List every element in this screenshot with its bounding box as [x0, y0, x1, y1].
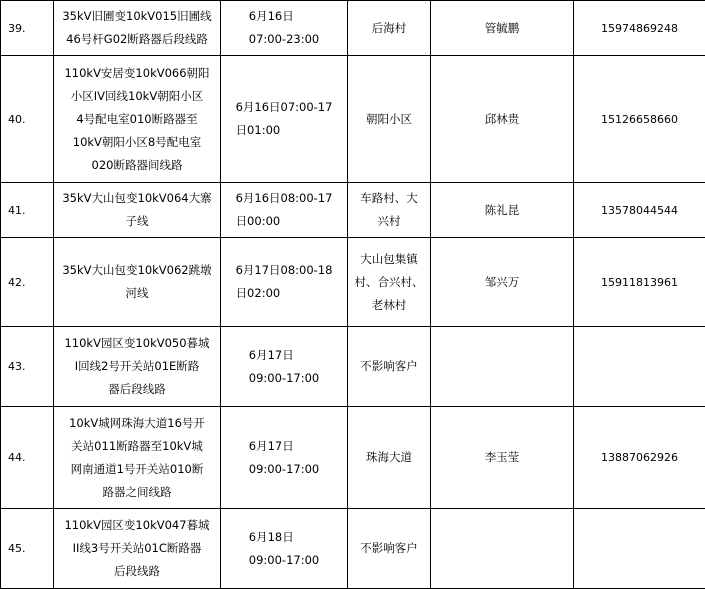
affected-area: 不影响客户 — [348, 327, 431, 407]
row-number: 40. — [1, 56, 54, 183]
contact-person: 李玉莹 — [431, 407, 574, 509]
line-section: 35kV大山包变10kV064大寨 子线 — [54, 183, 221, 238]
affected-area: 珠海大道 — [348, 407, 431, 509]
row-number: 42. — [1, 238, 54, 327]
contact-phone: 15974869248 — [574, 1, 705, 56]
affected-area: 不影响客户 — [348, 509, 431, 589]
contact-person: 管毓鹏 — [431, 1, 574, 56]
line-section: 110kV园区变10kV050暮城 I回线2号开关站01E断路 器后段线路 — [54, 327, 221, 407]
contact-phone: 15911813961 — [574, 238, 705, 327]
line-section: 35kV大山包变10kV062跳墩 河线 — [54, 238, 221, 327]
row-number: 41. — [1, 183, 54, 238]
contact-person: 邱林贵 — [431, 56, 574, 183]
contact-person: 陈礼昆 — [431, 183, 574, 238]
contact-person — [431, 509, 574, 589]
outage-time: 6月17日 09:00-17:00 — [221, 407, 348, 509]
row-number: 45. — [1, 509, 54, 589]
line-section: 10kV城网珠海大道16号开 关站011断路器至10kV城 网南通道1号开关站010断 路器之间线路 — [54, 407, 221, 509]
affected-area: 后海村 — [348, 1, 431, 56]
contact-phone: 13887062926 — [574, 407, 705, 509]
affected-area: 朝阳小区 — [348, 56, 431, 183]
outage-time: 6月18日 09:00-17:00 — [221, 509, 348, 589]
table-row — [1, 407, 705, 509]
table-row — [1, 509, 705, 589]
line-section: 110kV安居变10kV066朝阳 小区IV回线10kV朝阳小区 4号配电室010断路器至 10kV朝阳小区8号配电室 020断路器间线路 — [54, 56, 221, 183]
affected-area: 车路村、大 兴村 — [348, 183, 431, 238]
outage-time: 6月17日08:00-18 日02:00 — [221, 238, 348, 327]
outage-time: 6月16日07:00-17 日01:00 — [221, 56, 348, 183]
line-section: 110kV园区变10kV047暮城 II线3号开关站01C断路器 后段线路 — [54, 509, 221, 589]
contact-person — [431, 327, 574, 407]
contact-phone — [574, 509, 705, 589]
row-number: 44. — [1, 407, 54, 509]
table-row — [1, 56, 705, 183]
table-row — [1, 327, 705, 407]
row-number: 43. — [1, 327, 54, 407]
contact-phone: 13578044544 — [574, 183, 705, 238]
table-row — [1, 183, 705, 238]
outage-time: 6月17日 09:00-17:00 — [221, 327, 348, 407]
contact-phone — [574, 327, 705, 407]
contact-person: 邹兴万 — [431, 238, 574, 327]
contact-phone: 15126658660 — [574, 56, 705, 183]
row-number: 39. — [1, 1, 54, 56]
table-row — [1, 1, 705, 56]
outage-time: 6月16日08:00-17 日00:00 — [221, 183, 348, 238]
line-section: 35kV旧圃变10kV015旧圃线 46号杆G02断路器后段线路 — [54, 1, 221, 56]
outage-time: 6月16日 07:00-23:00 — [221, 1, 348, 56]
affected-area: 大山包集镇 村、合兴村、 老林村 — [348, 238, 431, 327]
table-row — [1, 238, 705, 327]
